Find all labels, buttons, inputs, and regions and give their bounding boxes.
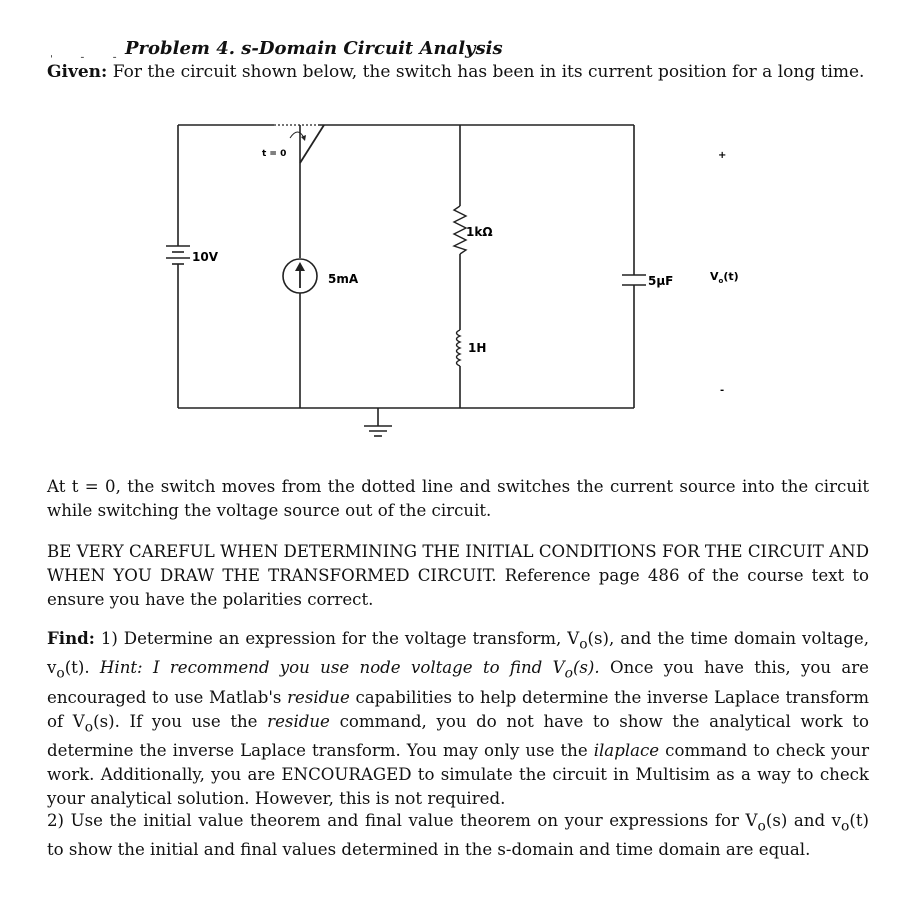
voltage-source — [166, 246, 190, 264]
find-label: Find: — [47, 628, 95, 648]
resistor-label: 1kΩ — [466, 225, 493, 239]
inductor-label: 1H — [468, 341, 487, 355]
output-minus: - — [720, 385, 725, 396]
voltage-source-label: 10V — [192, 250, 218, 264]
output-plus: + — [718, 150, 727, 161]
paragraph-caution: BE VERY CAREFUL WHEN DETERMINING THE INITIAL CONDITIONS FOR THE CIRCUIT AND WHEN YOU DRAW THE TRANSFORMED CIRCUIT. Reference page 486 of the course text to ensure you have the polarities correct. — [47, 542, 869, 609]
current-source-label: 5mA — [328, 272, 359, 286]
current-source — [283, 259, 317, 293]
output-voltage-label: $V_o(t)$ — [710, 270, 739, 285]
resistor — [454, 206, 466, 254]
paragraph-theorems: 2) Use the initial value theorem and final value theorem on your expressions for $V_o(s)$ and $v_o(t)$ to show the initial and final values determined in the s-domain and time domain are equal. — [47, 811, 869, 860]
capacitor — [622, 275, 646, 285]
switch-blade — [300, 125, 324, 163]
switch-label: t = 0 — [262, 149, 287, 159]
given-line — [47, 62, 864, 82]
hint-text: Hint: I recommend you use node voltage to find $V_o(s)$. — [99, 658, 600, 682]
capacitor-label: 5μF — [648, 274, 674, 288]
circuit-diagram — [150, 108, 750, 438]
paragraph-find: Find: 1) Determine an expression for the voltage transform, $V_o(s)$, and the time domain voltage, $v_o(t)$. Hint: I recommend you use node voltage to find $V_o(s)$. Once you have this, you are encouraged to use Matlab's residue capabilities to help determine the inverse Laplace transform of $V_o(s)$. If you use the residue command, you do not have to show the analytical work to determine the inverse Laplace transform. You may only use the ilaplace command to check your work. Additionally, you are ENCOURAGED to simulate the circuit in Multisim as a way to check your analytical solution. However, this is not required. — [47, 628, 870, 808]
paragraph-switch-description: At t = 0, the switch moves from the dotted line and switches the current source into the circuit while switching the voltage source out of the circuit. — [47, 477, 869, 520]
problem-title: Problem 4. s-Domain Circuit Analysis — [125, 38, 503, 59]
given-label: Given: — [47, 62, 108, 82]
stray-marks: ˌ ˍ ˍ — [50, 48, 130, 59]
inductor — [457, 330, 461, 366]
given-text: For the circuit shown below, the switch has been in its current position for a long time. — [112, 62, 865, 82]
ground-symbol — [364, 426, 392, 436]
